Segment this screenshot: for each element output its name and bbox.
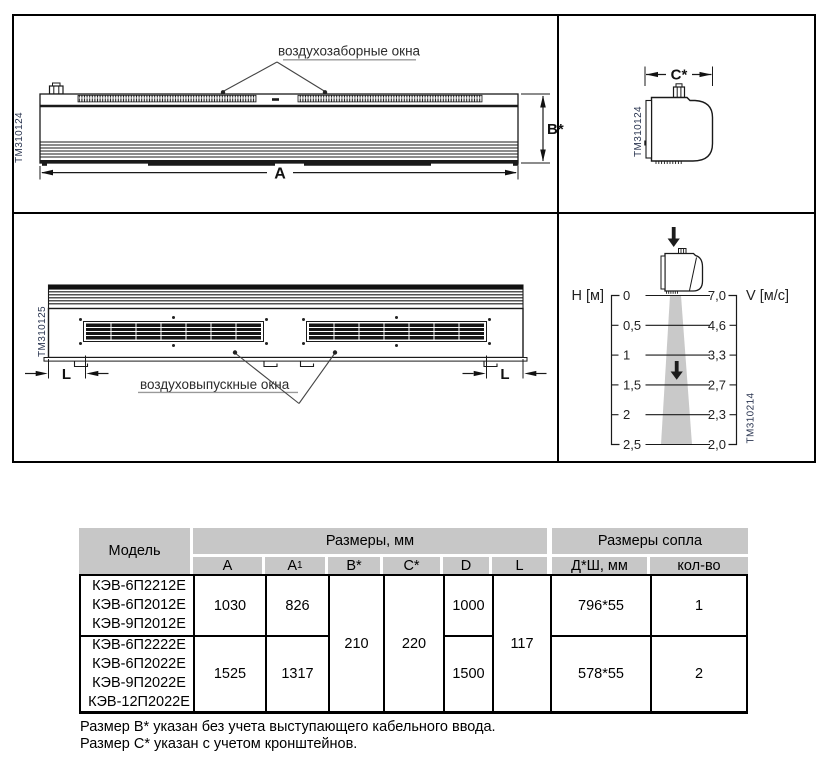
dimensions-table [79,528,748,714]
h-tick-labels [623,288,641,452]
col-header-a1 [265,554,328,574]
model-name: КЭВ-9П2012Е [92,616,186,632]
h-axis-label: H [м] [571,288,604,304]
col-header-model: Модель [79,528,193,574]
tm-code-front: TM310124 [14,111,25,163]
v-tick-1: 4,6 [707,317,726,333]
model-name: КЭВ-6П2212Е [92,578,186,594]
v-tick-4: 2,3 [707,407,726,423]
col-header-a: A [193,554,265,574]
model-name: КЭВ-6П2012Е [92,597,186,613]
dim-c-label: C* [670,66,688,84]
tm-code-side: TM310124 [633,105,644,157]
bottom-view-panel [25,285,547,404]
cell-qty-row1: 1 [650,574,748,635]
a1-subscript: 1 [297,560,303,571]
h-tick-0: 0 [623,288,631,303]
cell-a1-row1: 826 [265,574,328,635]
airflow-device-icon [661,249,703,294]
airflow-chart-panel [571,227,789,452]
model-name: КЭВ-9П2022Е [92,675,186,691]
v-axis [729,296,737,445]
cell-dsh-row1: 796*55 [550,574,650,635]
h-tick-2: 1 [623,347,631,363]
cell-b-merged: 210 [328,574,383,714]
dim-a-label: A [274,165,286,183]
front-view-panel [14,44,564,183]
intake-grille-left [78,95,256,102]
dim-b-label: B* [547,121,564,138]
cell-dsh-row2: 578*55 [550,635,650,714]
col-header-qty: кол-во [650,554,748,574]
col-header-dsh: Д*Ш, мм [550,554,650,574]
intake-grille-right [298,95,482,102]
col-header-c: C* [383,554,443,574]
cell-d-row1: 1000 [443,574,492,635]
footnote-c: Размер C* указан с учетом кронштейнов. [80,736,358,752]
figure-frame [13,15,815,462]
cell-c-merged: 220 [383,574,443,714]
cell-a-row1: 1030 [193,574,265,635]
model-cell-row1 [79,574,193,635]
col-header-b: B* [328,554,383,574]
footnote-b: Размер B* указан без учета выступающего кабельного ввода. [80,719,496,735]
a1-base: A [287,557,298,574]
v-axis-label: V [м/с] [746,288,790,304]
cell-qty-row2: 2 [650,635,748,714]
h-tick-3: 1,5 [623,377,642,393]
model-name: КЭВ-12П2022Е [88,694,190,710]
front-view-body [40,94,519,165]
col-header-l: L [492,554,550,574]
v-tick-5: 2,0 [707,437,726,452]
v-tick-0: 7,0 [707,288,726,303]
h-tick-5: 2,5 [623,437,642,452]
model-name: КЭВ-6П2222Е [92,637,186,653]
cell-l-merged: 117 [492,574,550,714]
intake-windows-callout [221,44,421,95]
tm-code-bottom: TM310125 [37,305,48,357]
cell-a1-row2: 1317 [265,635,328,714]
col-header-d: D [443,554,492,574]
dimension-a [40,166,518,183]
v-tick-3: 2,7 [707,377,726,393]
v-tick-2: 3,3 [707,347,726,363]
tm-code-airflow: TM310214 [745,392,757,444]
h-axis [612,296,620,445]
dim-l-left-label: L [61,366,72,383]
v-tick-labels [708,288,726,452]
model-name: КЭВ-6П2022Е [92,656,186,672]
col-group-nozzle: Размеры сопла [550,528,748,554]
dim-l-right-label: L [500,366,510,383]
cell-d-row2: 1500 [443,635,492,714]
h-tick-1: 0,5 [623,317,642,333]
side-view-body [644,84,712,164]
side-view-panel [633,67,713,165]
model-cell-row2 [79,635,193,714]
airflow-arrow-top [668,227,680,247]
outlet-windows-label: воздуховыпускные окна [140,377,290,392]
cable-gland [50,83,64,94]
col-group-dimensions: Размеры, мм [193,528,550,554]
dimension-c [645,67,713,87]
h-tick-4: 2 [623,407,631,423]
intake-windows-label: воздухозаборные окна [277,43,421,59]
cell-a-row2: 1525 [193,635,265,714]
